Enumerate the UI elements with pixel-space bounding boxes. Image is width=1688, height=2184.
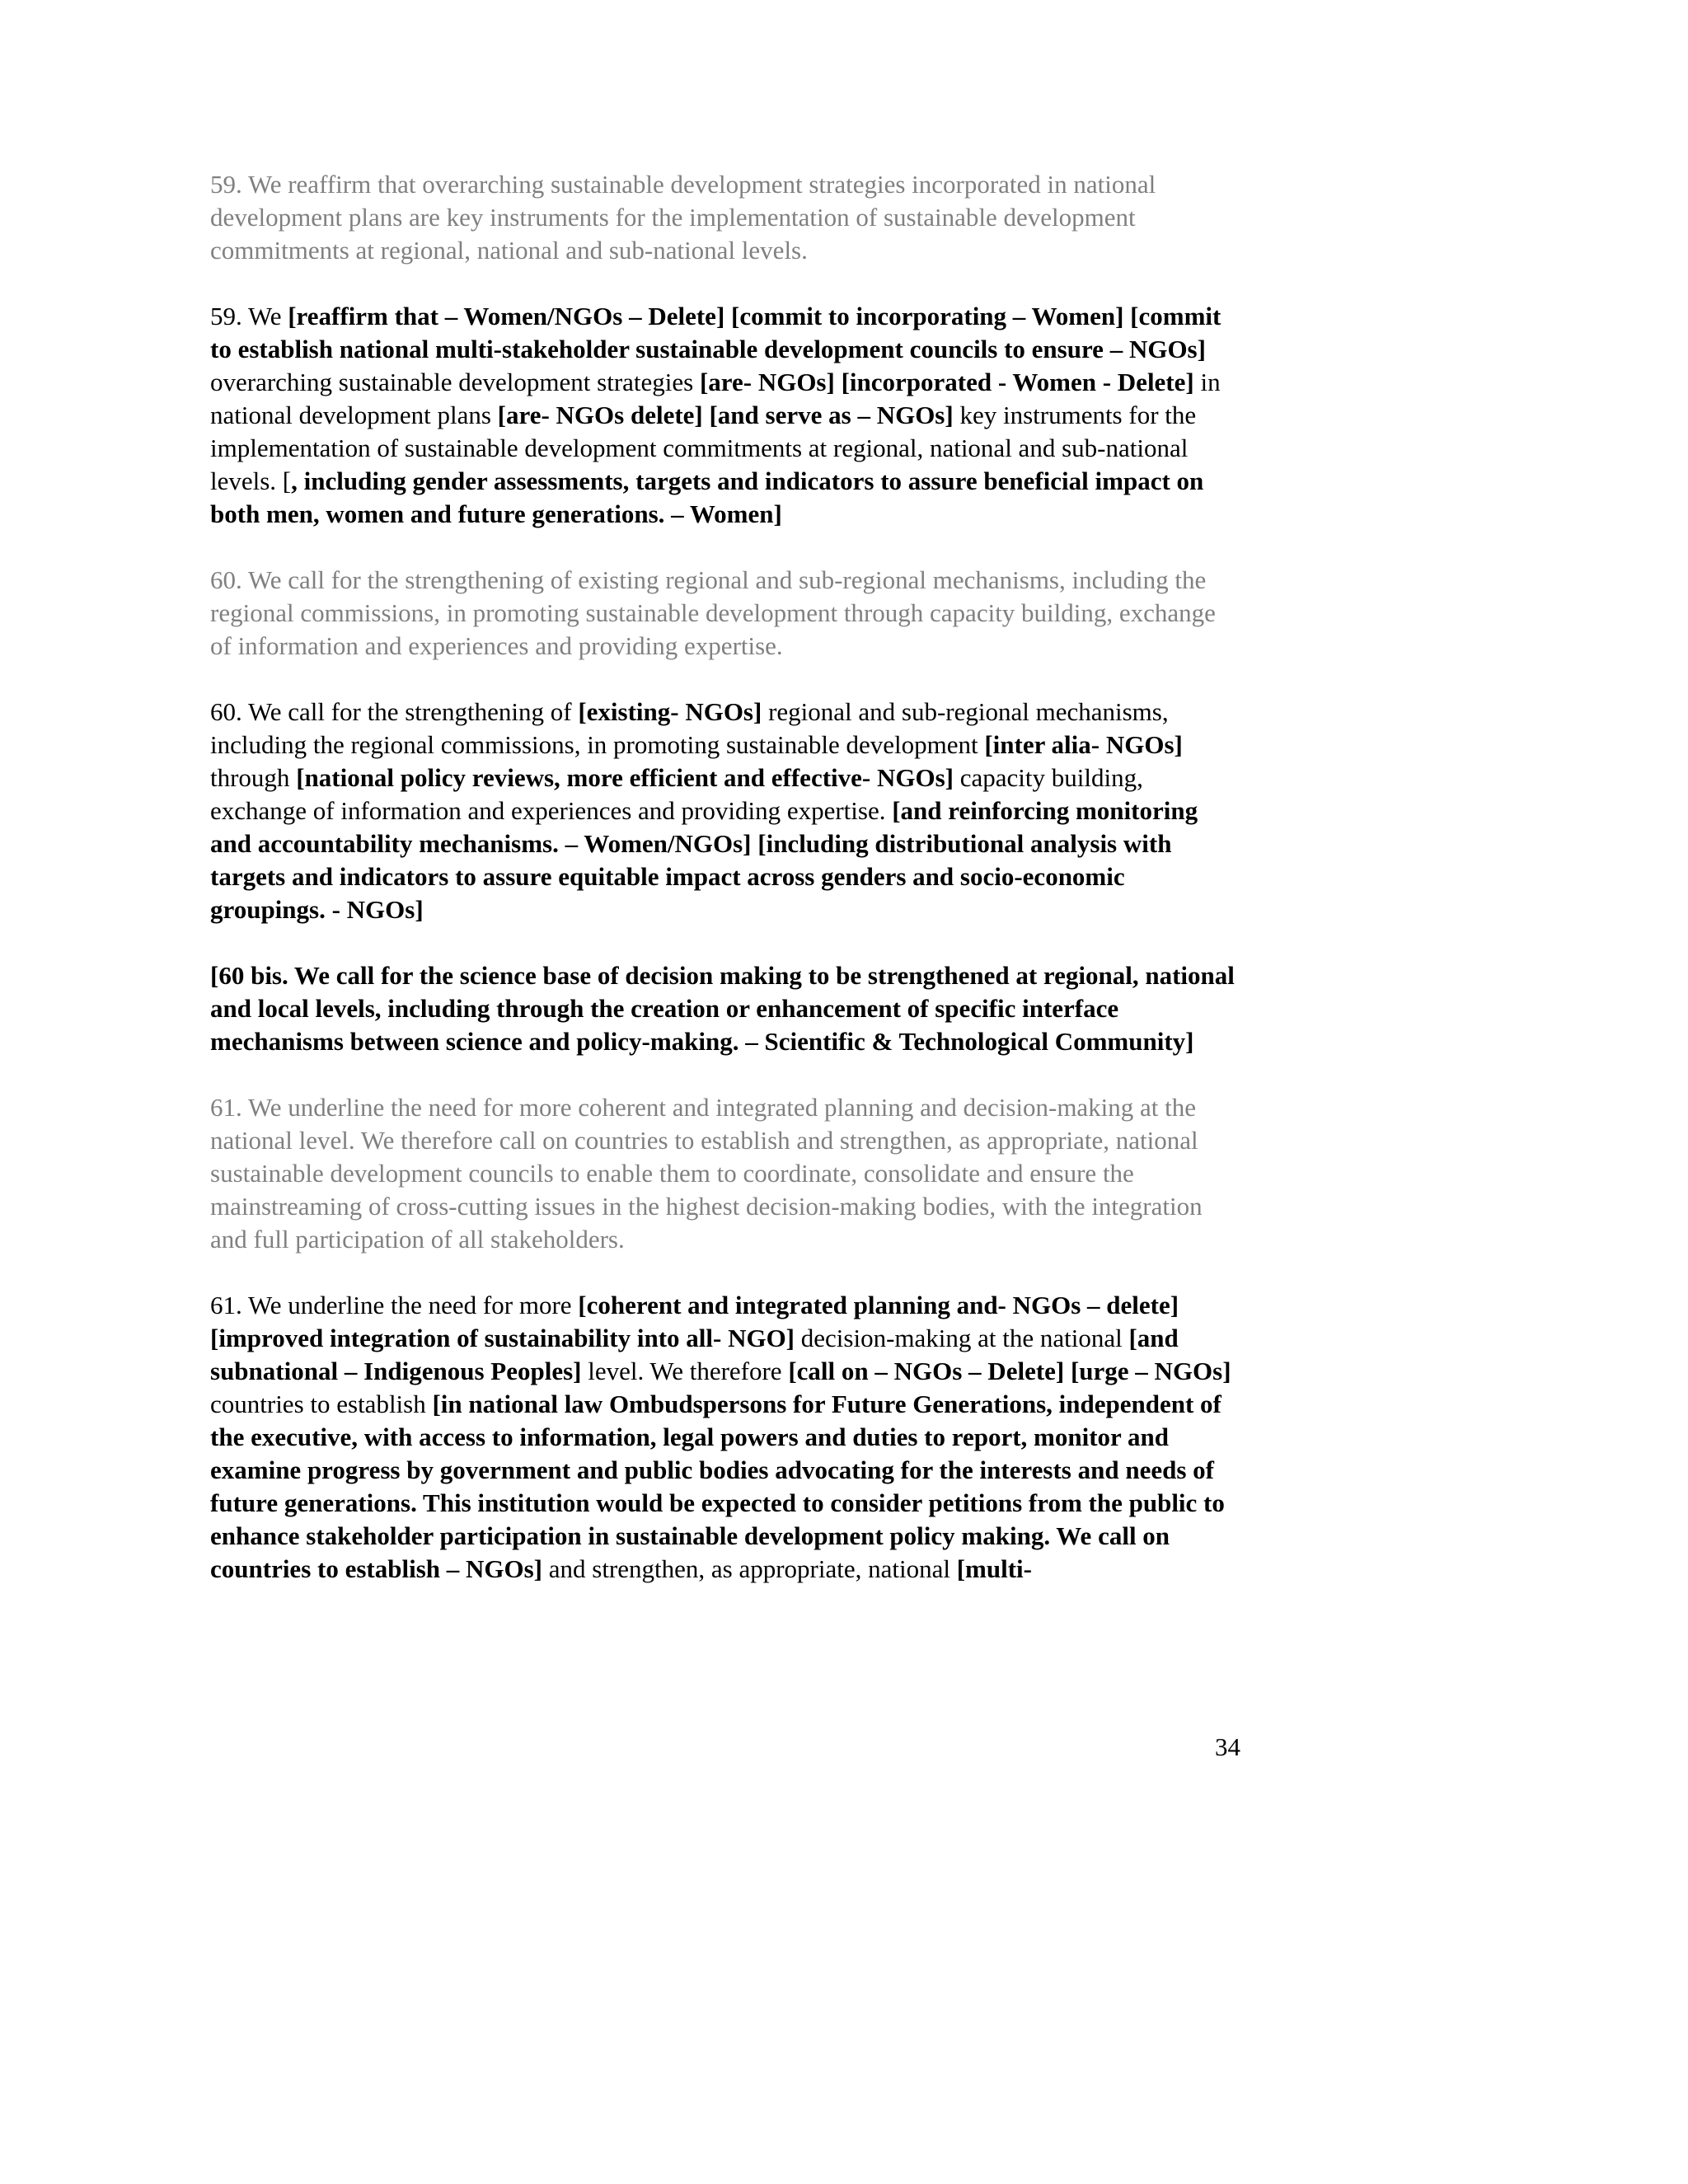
base-text: level. We therefore [581, 1357, 789, 1385]
base-text: and strengthen, as appropriate, national [542, 1554, 957, 1583]
proposed-amendment-text: [and reinforcing monitoring and accountability mechanisms. – Women/NGOs] [including distributional analysis with targets and indicators to assure equitable impact across genders and socio-economic groupings. - NGOs] [210, 796, 1198, 924]
proposed-amendment-text: ] [1197, 335, 1206, 363]
amended-paragraph [210, 696, 1240, 926]
base-text: capacity building, exchange of information and experiences and providing expertise. [210, 763, 1143, 825]
base-text: through [210, 763, 297, 792]
amended-paragraph [210, 300, 1240, 531]
base-text: 59. We reaffirm that overarching sustainable development strategies incorporated in national development plans are key instruments for the implementation of sustainable development commitments at regional, national and sub-national levels. [210, 170, 1156, 265]
base-text: 60. We call for the strengthening of existing regional and sub-regional mechanisms, including the regional commissions, in promoting sustainable development through capacity building, exchange of information and experiences and providing expertise. [210, 565, 1216, 660]
proposed-amendment-text: [inter alia- NGOs] [984, 730, 1183, 759]
proposed-amendment-text: [are- NGOs] [incorporated - Women - Delete] [699, 368, 1194, 396]
document-body [210, 168, 1240, 1619]
proposed-amendment-text: [and subnational – Indigenous Peoples] [210, 1324, 1179, 1385]
original-paragraph [210, 1091, 1240, 1256]
base-text: decision-making at the national [795, 1324, 1129, 1352]
proposed-amendment-text: [multi- [956, 1554, 1032, 1583]
base-text: overarching sustainable development strategies [210, 368, 700, 396]
amended-paragraph [210, 959, 1240, 1058]
proposed-amendment-text: , including gender assessments, targets and indicators to assure beneficial impact on both men, women and future generations. – Women] [210, 466, 1204, 528]
base-text: 60. We call for the strengthening of [210, 697, 579, 726]
base-text: regional and sub-regional mechanisms, including the regional commissions, in promoting sustainable development [210, 697, 1169, 759]
base-text: 61. We underline the need for more [210, 1291, 579, 1319]
proposed-amendment-text: [60 bis. We call for the science base of decision making to be strengthened at regional, national and local levels, including through the creation or enhancement of specific interface mechanisms between science and policy-making. – Scientific & Technological Community] [210, 961, 1235, 1056]
proposed-amendment-text: [coherent and integrated planning and- NGOs – delete] [improved integration of sustainability into all- NGO] [210, 1291, 1179, 1352]
proposed-amendment-text: [in national law Ombudspersons for Future Generations, independent of the executive, with access to information, legal powers and duties to report, monitor and examine progress by government and public bodies advocating for the interests and needs of future generations. This institution would be expected to consider petitions from the public to enhance stakeholder participation in sustainable development policy making. We call on countries to establish – NGOs] [210, 1390, 1225, 1583]
amended-paragraph [210, 1289, 1240, 1586]
proposed-amendment-text: [national policy reviews, more efficient and effective- NGOs] [296, 763, 954, 792]
proposed-amendment-text: [existing- NGOs] [578, 697, 762, 726]
proposed-amendment-text: [call on – NGOs – Delete] [urge – NGOs] [788, 1357, 1231, 1385]
base-text: 59. We [210, 302, 288, 330]
page-number: 34 [1215, 1732, 1240, 1761]
base-text: in national development plans [210, 368, 1221, 429]
proposed-amendment-text: [are- NGOs delete] [and serve as – NGOs] [497, 401, 954, 429]
proposed-amendment-text: [reaffirm that – Women/NGOs – Delete] [commit to incorporating – Women] [commit to establish national multi-stakeholder sustainable development councils to ensure – NGOs [210, 302, 1221, 363]
original-paragraph [210, 564, 1240, 663]
base-text: 61. We underline the need for more coherent and integrated planning and decision-making at the national level. We therefore call on countries to establish and strengthen, as appropriate, national sustainable development councils to enable them to coordinate, consolidate and ensure the mainstreaming of cross-cutting issues in the highest decision-making bodies, with the integration and full participation of all stakeholders. [210, 1093, 1203, 1254]
base-text: countries to establish [210, 1390, 433, 1418]
original-paragraph [210, 168, 1240, 267]
base-text: key instruments for the implementation of sustainable development commitments at regional, national and sub-national levels. [ [210, 401, 1197, 495]
